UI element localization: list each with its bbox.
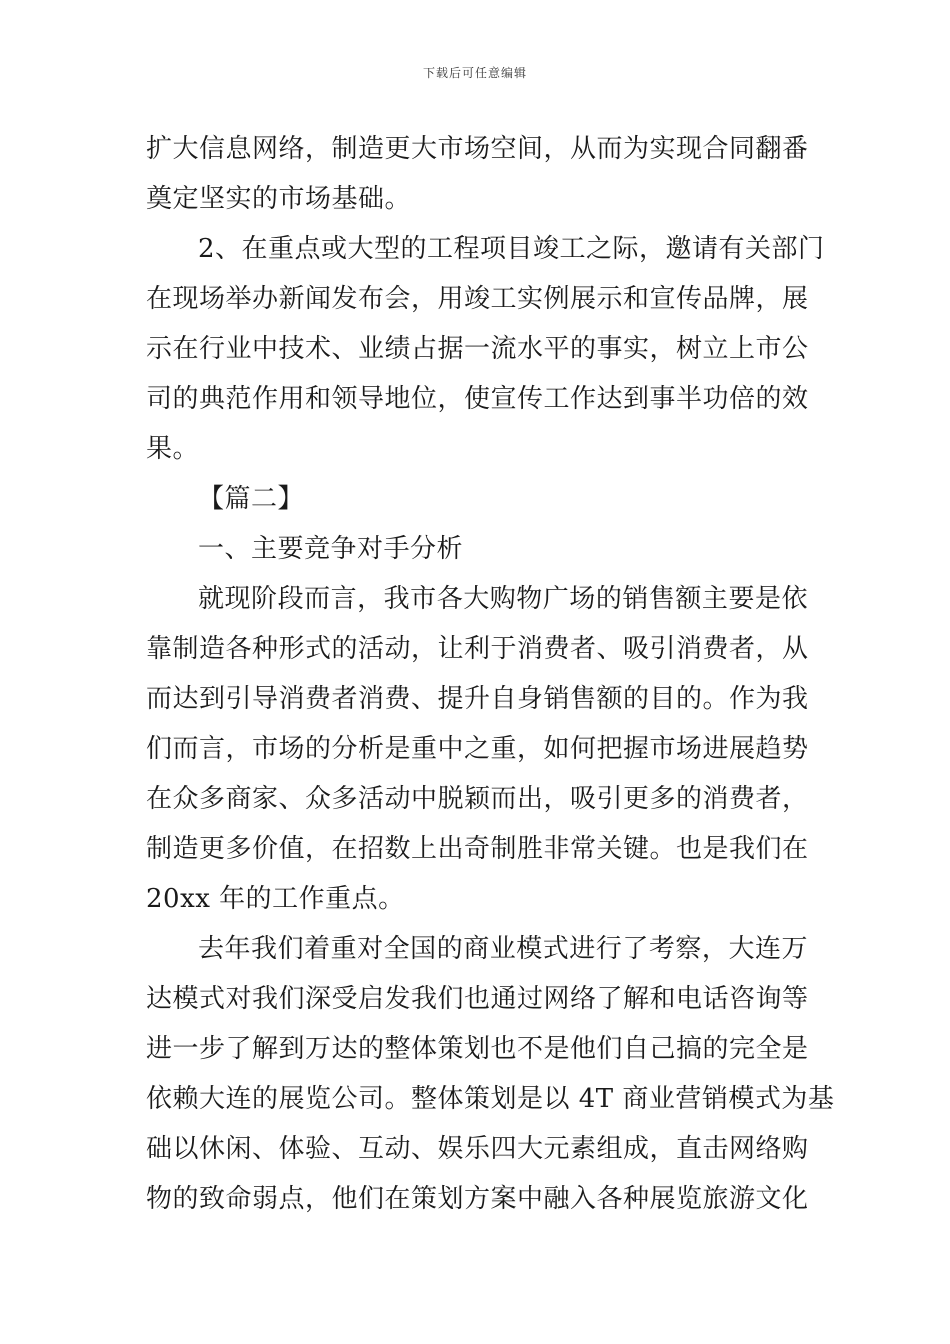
text-line: 们而言，市场的分析是重中之重，如何把握市场进展趋势 xyxy=(146,734,809,764)
text-line: 示在行业中技术、业绩占据一流水平的事实，树立上市公 xyxy=(146,334,809,364)
text-line: 司的典范作用和领导地位，使宣传工作达到事半功倍的效 xyxy=(146,384,809,414)
section-title-text: 【篇二】 xyxy=(198,484,305,514)
text-line: 依赖大连的展览公司。整体策划是以 4T 商业营销模式为基 xyxy=(146,1084,835,1114)
document-body xyxy=(146,124,835,1224)
text-line: 物的致命弱点，他们在策划方案中融入各种展览旅游文化 xyxy=(146,1184,809,1214)
paragraph xyxy=(146,924,835,1224)
text-line: 奠定坚实的市场基础。 xyxy=(146,184,412,214)
text-line: 2、在重点或大型的工程项目竣工之际，邀请有关部门 xyxy=(198,234,825,264)
paragraph xyxy=(146,224,825,474)
text-line: 就现阶段而言，我市各大购物广场的销售额主要是依 xyxy=(198,584,808,614)
text-line: 制造更多价值，在招数上出奇制胜非常关键。也是我们在 xyxy=(146,834,809,864)
subheading xyxy=(146,524,808,574)
text-line: 进一步了解到万达的整体策划也不是他们自己搞的完全是 xyxy=(146,1034,809,1064)
text-line: 在众多商家、众多活动中脱颖而出，吸引更多的消费者， xyxy=(146,784,809,814)
paragraph xyxy=(146,124,808,224)
text-line: 而达到引导消费者消费、提升自身销售额的目的。作为我 xyxy=(146,684,809,714)
paragraph xyxy=(146,574,808,924)
section-title xyxy=(146,474,808,524)
text-line: 20xx 年的工作重点。 xyxy=(146,884,405,914)
text-line: 在现场举办新闻发布会，用竣工实例展示和宣传品牌，展 xyxy=(146,284,809,314)
subheading-text: 一、主要竞争对手分析 xyxy=(198,534,464,564)
text-line: 础以休闲、体验、互动、娱乐四大元素组成，直击网络购 xyxy=(146,1134,809,1164)
text-line: 去年我们着重对全国的商业模式进行了考察，大连万 xyxy=(198,934,808,964)
text-line: 扩大信息网络，制造更大市场空间，从而为实现合同翻番 xyxy=(146,134,809,164)
text-line: 靠制造各种形式的活动，让利于消费者、吸引消费者，从 xyxy=(146,634,809,664)
text-line: 果。 xyxy=(146,434,200,464)
text-line: 达模式对我们深受启发我们也通过网络了解和电话咨询等 xyxy=(146,984,809,1014)
page-header: 下载后可任意编辑 xyxy=(422,66,527,80)
